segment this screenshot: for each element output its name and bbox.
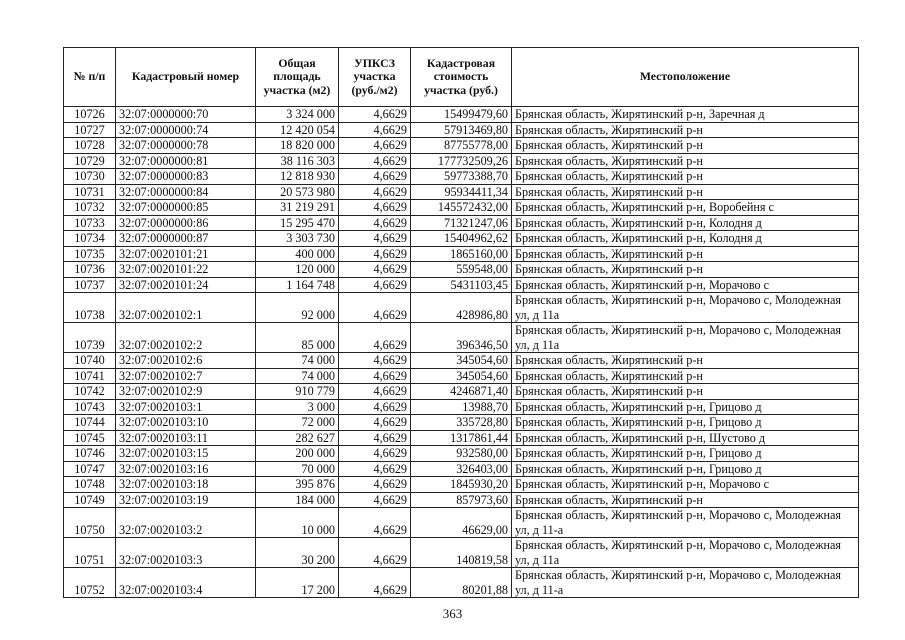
- table-row: [64, 215, 859, 231]
- upksz-cell: 4,6629: [339, 430, 411, 446]
- upksz-cell: 4,6629: [339, 461, 411, 477]
- cadastral-number-cell: 32:07:0020103:2: [116, 508, 256, 538]
- area-cell: 910 779: [256, 384, 339, 400]
- location-cell: Брянская область, Жирятинский р-н, Морачово с: [512, 277, 859, 293]
- row-number-cell: 10735: [64, 246, 116, 262]
- row-number-cell: 10738: [64, 293, 116, 323]
- cadastral-number-cell: 32:07:0020102:6: [116, 353, 256, 369]
- row-number-cell: 10747: [64, 461, 116, 477]
- cadastral-value-cell: 15499479,60: [411, 107, 512, 123]
- cadastral-number-cell: 32:07:0020101:21: [116, 246, 256, 262]
- row-number-cell: 10750: [64, 508, 116, 538]
- cadastral-number-cell: 32:07:0020103:3: [116, 538, 256, 568]
- location-cell: Брянская область, Жирятинский р-н, Грицово д: [512, 399, 859, 415]
- table-row: [64, 538, 859, 568]
- table-row: [64, 184, 859, 200]
- row-number-cell: 10731: [64, 184, 116, 200]
- row-number-cell: 10741: [64, 368, 116, 384]
- location-cell: Брянская область, Жирятинский р-н: [512, 262, 859, 278]
- upksz-cell: 4,6629: [339, 368, 411, 384]
- area-cell: 85 000: [256, 323, 339, 353]
- area-cell: 92 000: [256, 293, 339, 323]
- table-row: [64, 200, 859, 216]
- location-cell: Брянская область, Жирятинский р-н: [512, 184, 859, 200]
- cadastral-value-cell: 428986,80: [411, 293, 512, 323]
- cadastral-number-cell: 32:07:0020103:16: [116, 461, 256, 477]
- cadastral-number-cell: 32:07:0020101:22: [116, 262, 256, 278]
- cadastral-number-cell: 32:07:0020103:10: [116, 415, 256, 431]
- area-cell: 30 200: [256, 538, 339, 568]
- row-number-cell: 10749: [64, 492, 116, 508]
- cadastral-value-cell: 857973,60: [411, 492, 512, 508]
- cadastral-number-cell: 32:07:0020102:1: [116, 293, 256, 323]
- cadastral-value-cell: 145572432,00: [411, 200, 512, 216]
- table-row: [64, 107, 859, 123]
- area-cell: 282 627: [256, 430, 339, 446]
- cadastral-value-cell: 59773388,70: [411, 169, 512, 185]
- area-cell: 184 000: [256, 492, 339, 508]
- row-number-cell: 10739: [64, 323, 116, 353]
- location-cell: Брянская область, Жирятинский р-н, Морачово с, Молодежная ул, д 11-а: [512, 508, 859, 538]
- upksz-cell: 4,6629: [339, 384, 411, 400]
- area-cell: 15 295 470: [256, 215, 339, 231]
- area-cell: 20 573 980: [256, 184, 339, 200]
- cadastral-number-cell: 32:07:0020102:2: [116, 323, 256, 353]
- row-number-cell: 10752: [64, 568, 116, 598]
- location-cell: Брянская область, Жирятинский р-н: [512, 368, 859, 384]
- cadastral-number-cell: 32:07:0000000:83: [116, 169, 256, 185]
- area-cell: 10 000: [256, 508, 339, 538]
- upksz-cell: 4,6629: [339, 169, 411, 185]
- row-number-cell: 10726: [64, 107, 116, 123]
- row-number-cell: 10730: [64, 169, 116, 185]
- area-cell: 200 000: [256, 446, 339, 462]
- location-cell: Брянская область, Жирятинский р-н, Грицово д: [512, 446, 859, 462]
- cadastral-number-cell: 32:07:0020102:9: [116, 384, 256, 400]
- cadastral-number-cell: 32:07:0000000:84: [116, 184, 256, 200]
- row-number-cell: 10751: [64, 538, 116, 568]
- cadastral-number-cell: 32:07:0020103:18: [116, 477, 256, 493]
- upksz-cell: 4,6629: [339, 446, 411, 462]
- table-row: [64, 122, 859, 138]
- cadastral-number-cell: 32:07:0000000:81: [116, 153, 256, 169]
- area-cell: 72 000: [256, 415, 339, 431]
- row-number-cell: 10729: [64, 153, 116, 169]
- cadastral-value-cell: 15404962,62: [411, 231, 512, 247]
- location-cell: Брянская область, Жирятинский р-н: [512, 246, 859, 262]
- cadastral-number-cell: 32:07:0020103:15: [116, 446, 256, 462]
- area-cell: 31 219 291: [256, 200, 339, 216]
- cadastral-value-cell: 177732509,26: [411, 153, 512, 169]
- header-cadastral-number: Кадастровый номер: [116, 48, 256, 107]
- area-cell: 3 303 730: [256, 231, 339, 247]
- cadastral-value-cell: 335728,80: [411, 415, 512, 431]
- location-cell: Брянская область, Жирятинский р-н: [512, 122, 859, 138]
- cadastral-value-cell: 326403,00: [411, 461, 512, 477]
- upksz-cell: 4,6629: [339, 353, 411, 369]
- table-row: [64, 430, 859, 446]
- cadastral-number-cell: 32:07:0020102:7: [116, 368, 256, 384]
- cadastral-value-cell: 13988,70: [411, 399, 512, 415]
- row-number-cell: 10736: [64, 262, 116, 278]
- cadastral-value-cell: 80201,88: [411, 568, 512, 598]
- cadastral-value-cell: 1845930,20: [411, 477, 512, 493]
- location-cell: Брянская область, Жирятинский р-н, Колодня д: [512, 215, 859, 231]
- row-number-cell: 10732: [64, 200, 116, 216]
- table-row: [64, 477, 859, 493]
- location-cell: Брянская область, Жирятинский р-н, Грицово д: [512, 415, 859, 431]
- row-number-cell: 10742: [64, 384, 116, 400]
- location-cell: Брянская область, Жирятинский р-н: [512, 138, 859, 154]
- upksz-cell: 4,6629: [339, 399, 411, 415]
- table-row: [64, 262, 859, 278]
- upksz-cell: 4,6629: [339, 415, 411, 431]
- location-cell: Брянская область, Жирятинский р-н, Морачово с, Молодежная ул, д 11-а: [512, 568, 859, 598]
- header-cadastral-value: Кадастровая стоимость участка (руб.): [411, 48, 512, 107]
- cadastral-number-cell: 32:07:0020103:4: [116, 568, 256, 598]
- table-row: [64, 293, 859, 323]
- location-cell: Брянская область, Жирятинский р-н, Морачово с, Молодежная ул, д 11а: [512, 538, 859, 568]
- cadastral-value-cell: 57913469,80: [411, 122, 512, 138]
- row-number-cell: 10727: [64, 122, 116, 138]
- upksz-cell: 4,6629: [339, 492, 411, 508]
- row-number-cell: 10744: [64, 415, 116, 431]
- location-cell: Брянская область, Жирятинский р-н: [512, 492, 859, 508]
- cadastral-value-cell: 559548,00: [411, 262, 512, 278]
- header-area: Общая площадь участка (м2): [256, 48, 339, 107]
- cadastral-value-cell: 4246871,40: [411, 384, 512, 400]
- area-cell: 400 000: [256, 246, 339, 262]
- upksz-cell: 4,6629: [339, 122, 411, 138]
- area-cell: 74 000: [256, 368, 339, 384]
- cadastral-number-cell: 32:07:0000000:86: [116, 215, 256, 231]
- area-cell: 1 164 748: [256, 277, 339, 293]
- upksz-cell: 4,6629: [339, 477, 411, 493]
- cadastral-value-cell: 5431103,45: [411, 277, 512, 293]
- area-cell: 3 324 000: [256, 107, 339, 123]
- upksz-cell: 4,6629: [339, 231, 411, 247]
- area-cell: 70 000: [256, 461, 339, 477]
- header-upksz: УПКСЗ участка (руб./м2): [339, 48, 411, 107]
- area-cell: 18 820 000: [256, 138, 339, 154]
- upksz-cell: 4,6629: [339, 107, 411, 123]
- row-number-cell: 10748: [64, 477, 116, 493]
- table-row: [64, 169, 859, 185]
- cadastral-value-cell: 932580,00: [411, 446, 512, 462]
- table-body: [64, 107, 859, 598]
- header-row: [64, 48, 859, 107]
- cadastral-value-cell: 345054,60: [411, 368, 512, 384]
- row-number-cell: 10728: [64, 138, 116, 154]
- cadastral-value-cell: 140819,58: [411, 538, 512, 568]
- location-cell: Брянская область, Жирятинский р-н: [512, 384, 859, 400]
- location-cell: Брянская область, Жирятинский р-н: [512, 153, 859, 169]
- location-cell: Брянская область, Жирятинский р-н, Воробейня с: [512, 200, 859, 216]
- table-row: [64, 568, 859, 598]
- upksz-cell: 4,6629: [339, 153, 411, 169]
- upksz-cell: 4,6629: [339, 568, 411, 598]
- area-cell: 17 200: [256, 568, 339, 598]
- table-row: [64, 415, 859, 431]
- page-number: 363: [442, 606, 463, 621]
- table-row: [64, 353, 859, 369]
- upksz-cell: 4,6629: [339, 323, 411, 353]
- table-row: [64, 231, 859, 247]
- table-row: [64, 446, 859, 462]
- row-number-cell: 10746: [64, 446, 116, 462]
- row-number-cell: 10745: [64, 430, 116, 446]
- cadastral-value-cell: 345054,60: [411, 353, 512, 369]
- cadastral-value-cell: 87755778,00: [411, 138, 512, 154]
- cadastral-number-cell: 32:07:0000000:85: [116, 200, 256, 216]
- cadastral-value-cell: 46629,00: [411, 508, 512, 538]
- area-cell: 38 116 303: [256, 153, 339, 169]
- row-number-cell: 10734: [64, 231, 116, 247]
- area-cell: 3 000: [256, 399, 339, 415]
- table-row: [64, 246, 859, 262]
- upksz-cell: 4,6629: [339, 277, 411, 293]
- row-number-cell: 10740: [64, 353, 116, 369]
- cadastral-value-cell: 1317861,44: [411, 430, 512, 446]
- cadastral-number-cell: 32:07:0020103:1: [116, 399, 256, 415]
- upksz-cell: 4,6629: [339, 538, 411, 568]
- location-cell: Брянская область, Жирятинский р-н, Заречная д: [512, 107, 859, 123]
- header-num: № п/п: [64, 48, 116, 107]
- upksz-cell: 4,6629: [339, 246, 411, 262]
- table-row: [64, 138, 859, 154]
- table-row: [64, 153, 859, 169]
- row-number-cell: 10733: [64, 215, 116, 231]
- table-row: [64, 492, 859, 508]
- table-row: [64, 461, 859, 477]
- cadastral-number-cell: 32:07:0020101:24: [116, 277, 256, 293]
- area-cell: 120 000: [256, 262, 339, 278]
- cadastral-number-cell: 32:07:0000000:70: [116, 107, 256, 123]
- cadastral-number-cell: 32:07:0000000:74: [116, 122, 256, 138]
- cadastral-number-cell: 32:07:0020103:19: [116, 492, 256, 508]
- location-cell: Брянская область, Жирятинский р-н, Морачово с: [512, 477, 859, 493]
- upksz-cell: 4,6629: [339, 215, 411, 231]
- table-row: [64, 323, 859, 353]
- location-cell: Брянская область, Жирятинский р-н, Морачово с, Молодежная ул, д 11а: [512, 293, 859, 323]
- area-cell: 74 000: [256, 353, 339, 369]
- area-cell: 395 876: [256, 477, 339, 493]
- cadastral-value-cell: 95934411,34: [411, 184, 512, 200]
- cadastral-value-cell: 396346,50: [411, 323, 512, 353]
- table-row: [64, 368, 859, 384]
- header-location: Местоположение: [512, 48, 859, 107]
- cadastral-number-cell: 32:07:0020103:11: [116, 430, 256, 446]
- cadastral-number-cell: 32:07:0000000:87: [116, 231, 256, 247]
- location-cell: Брянская область, Жирятинский р-н, Шустово д: [512, 430, 859, 446]
- area-cell: 12 420 054: [256, 122, 339, 138]
- upksz-cell: 4,6629: [339, 138, 411, 154]
- upksz-cell: 4,6629: [339, 508, 411, 538]
- cadastral-value-cell: 71321247,06: [411, 215, 512, 231]
- table-row: [64, 399, 859, 415]
- area-cell: 12 818 930: [256, 169, 339, 185]
- upksz-cell: 4,6629: [339, 293, 411, 323]
- location-cell: Брянская область, Жирятинский р-н, Морачово с, Молодежная ул, д 11а: [512, 323, 859, 353]
- cadastral-value-cell: 1865160,00: [411, 246, 512, 262]
- cadastral-table: [63, 47, 859, 598]
- table-row: [64, 277, 859, 293]
- cadastral-number-cell: 32:07:0000000:78: [116, 138, 256, 154]
- location-cell: Брянская область, Жирятинский р-н, Колодня д: [512, 231, 859, 247]
- upksz-cell: 4,6629: [339, 200, 411, 216]
- location-cell: Брянская область, Жирятинский р-н: [512, 169, 859, 185]
- location-cell: Брянская область, Жирятинский р-н, Грицово д: [512, 461, 859, 477]
- row-number-cell: 10743: [64, 399, 116, 415]
- table-row: [64, 508, 859, 538]
- row-number-cell: 10737: [64, 277, 116, 293]
- upksz-cell: 4,6629: [339, 184, 411, 200]
- location-cell: Брянская область, Жирятинский р-н: [512, 353, 859, 369]
- table-row: [64, 384, 859, 400]
- upksz-cell: 4,6629: [339, 262, 411, 278]
